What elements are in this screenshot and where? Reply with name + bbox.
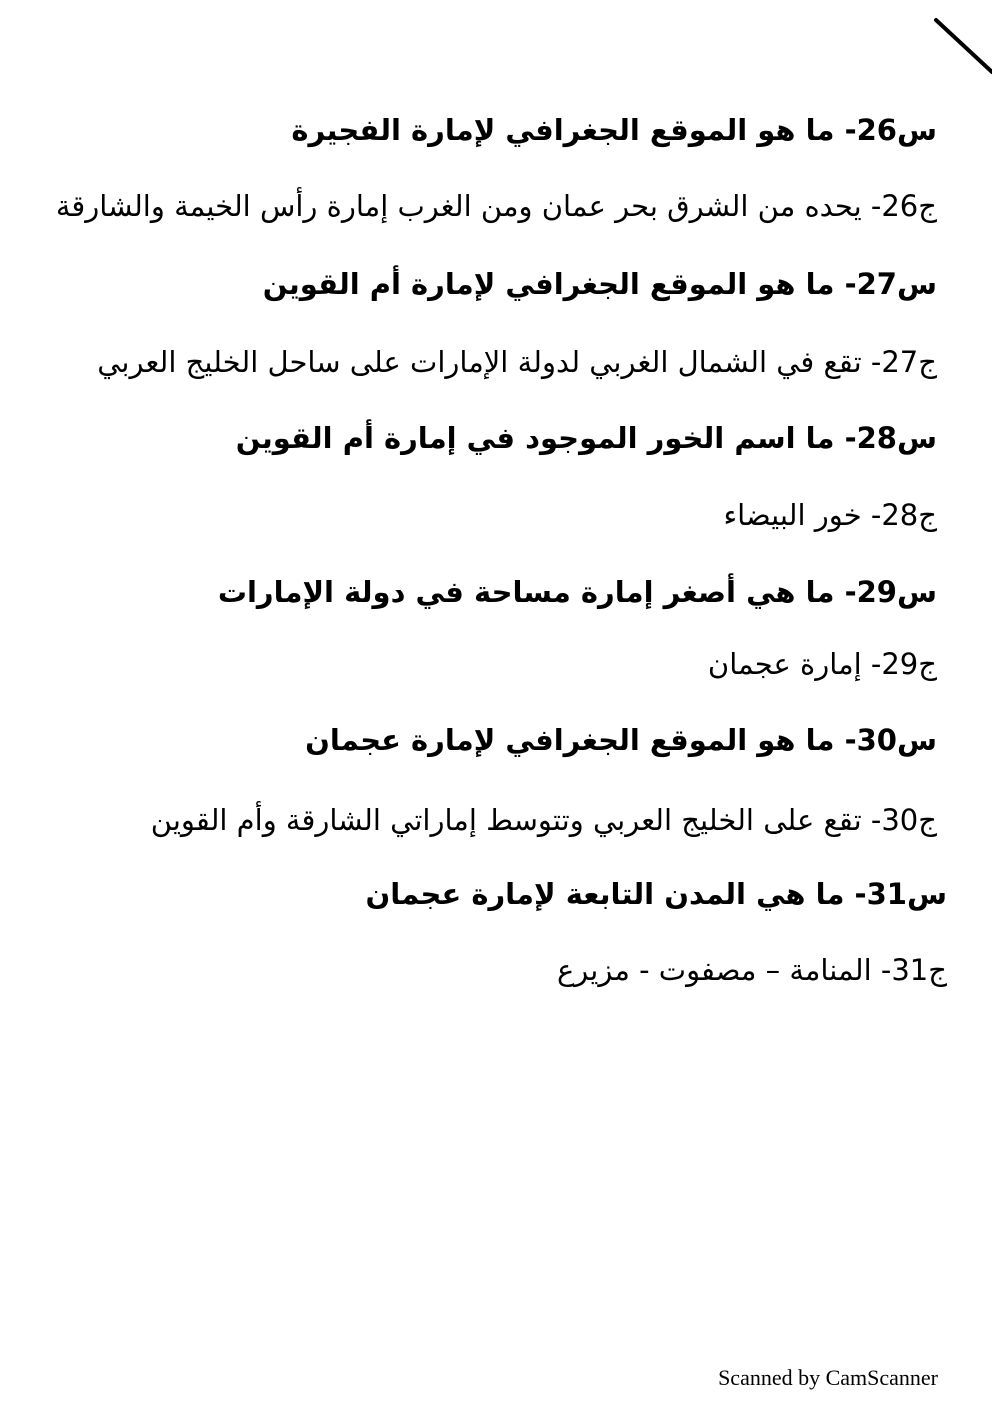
- question-31: س31- ما هي المدن التابعة لإمارة عجمان: [365, 877, 947, 911]
- answer-26: ج26- يحده من الشرق بحر عمان ومن الغرب إمارة رأس الخيمة والشارقة: [55, 189, 937, 223]
- question-26: س26- ما هو الموقع الجغرافي لإمارة الفجيرة: [291, 113, 937, 147]
- answer-28: ج28- خور البيضاء: [723, 498, 937, 532]
- question-28: س28- ما اسم الخور الموجود في إمارة أم القوين: [235, 421, 937, 455]
- scan-edge-mark: [932, 0, 992, 80]
- answer-27: ج27- تقع في الشمال الغربي لدولة الإمارات على ساحل الخليج العربي: [97, 345, 937, 379]
- question-30: س30- ما هو الموقع الجغرافي لإمارة عجمان: [305, 723, 937, 757]
- answer-29: ج29- إمارة عجمان: [707, 647, 937, 681]
- question-29: س29- ما هي أصغر إمارة مساحة في دولة الإمارات: [217, 575, 937, 609]
- scanner-watermark: Scanned by CamScanner: [718, 1365, 938, 1390]
- answer-31: ج31- المنامة – مصفوت - مزيرع: [556, 953, 947, 987]
- answer-30: ج30- تقع على الخليج العربي وتتوسط إماراتي الشارقة وأم القوين: [150, 803, 937, 837]
- question-27: س27- ما هو الموقع الجغرافي لإمارة أم القوين: [262, 267, 937, 301]
